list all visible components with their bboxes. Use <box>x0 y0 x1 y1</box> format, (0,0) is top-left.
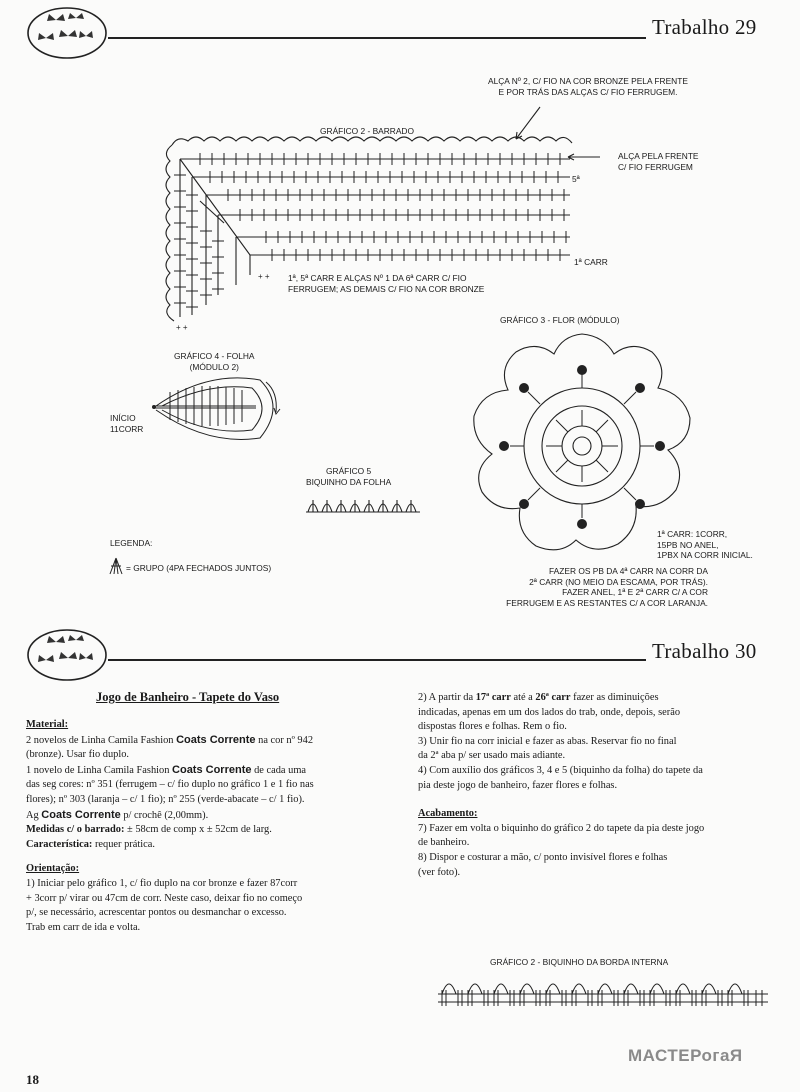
step-4b: pia deste jogo de banheiro, fazer flores e folhas. <box>418 779 618 791</box>
graphic-5-edge-diagram <box>304 494 422 516</box>
feature: Característica: requer prática. <box>26 838 155 850</box>
butterfly-logo-2 <box>26 628 108 682</box>
step-2b: indicadas, apenas em um dos lados do trab, onde, depois, serão <box>418 706 681 718</box>
article-title: Jogo de Banheiro - Tapete do Vaso <box>96 690 280 704</box>
graphic-2-title: GRÁFICO 2 - BARRADO <box>320 126 414 136</box>
page-number: 18 <box>26 1072 39 1087</box>
material-line-2c: flores); nº 303 (laranja – c/ 1 fio); nº 255 (verde-abacate – c/ 1 fio). <box>26 793 305 805</box>
step-7b: de banheiro. <box>418 837 470 849</box>
step-2: 2) A partir da 17ª carr até a 26ª carr fazer as diminuições <box>418 692 659 703</box>
row-label-1: 1ª CARR <box>574 257 608 267</box>
graphic-4-title: GRÁFICO 4 - FOLHA (MÓDULO 2) <box>174 351 255 372</box>
butterfly-logo-1 <box>26 6 108 60</box>
finishing-heading: Acabamento: <box>418 808 478 820</box>
section-title-trabalho-29: Trabalho 29 <box>652 15 757 39</box>
inner-edge-title: GRÁFICO 2 - BIQUINHO DA BORDA INTERNA <box>490 957 669 967</box>
step-2c: dispostas flores e folhas. Rem o fio. <box>418 721 567 733</box>
article-left-column <box>26 718 400 935</box>
graphic-2-note: 1ª, 5ª CARR E ALÇAS Nº 1 DA 6ª CARR C/ FIO FERRUGEM; AS DEMAIS C/ FIO NA COR BRONZE <box>288 273 485 294</box>
flower-note-bottom: FAZER OS PB DA 4ª CARR NA CORR DA 2ª CARR (NO MEIO DA ESCAMA, POR TRÁS). FAZER ANEL, 1ª E 2ª CARR C/ A COR FERRUGEM E AS RESTANTES C/ A COR LARANJA. <box>506 566 708 608</box>
measures: Medidas c/ o barrado: ± 58cm de comp x ± 52cm de larg. <box>26 824 272 836</box>
svg-text:+ +: + + <box>258 272 270 281</box>
material-line-1: 2 novelos de Linha Camila Fashion Coats Corrente na cor nº 942 <box>26 733 314 746</box>
leaf-start-label: INÍCIO 11CORR <box>110 413 144 434</box>
step-1d: Trab em carr de ida e volta. <box>26 921 141 933</box>
material-line-2: 1 novelo de Linha Camila Fashion Coats Corrente de cada uma <box>26 763 307 776</box>
graphic-3-flower-diagram <box>464 330 700 562</box>
graphic-4-leaf-diagram <box>148 372 288 450</box>
material-line-3: Ag Coats Corrente p/ crochê (2,00mm). <box>26 808 209 821</box>
header-rule-1 <box>108 37 646 39</box>
step-1: 1) Iniciar pelo gráfico 1, c/ fio duplo na cor bronze e fazer 87corr <box>26 877 298 889</box>
step-7: 7) Fazer em volta o biquinho do gráfico 2 do tapete da pia deste jogo <box>418 822 705 834</box>
callout-top: ALÇA Nº 2, C/ FIO NA COR BRONZE PELA FRENTE E POR TRÁS DAS ALÇAS C/ FIO FERRUGEM. <box>488 76 688 97</box>
material-line-1b: (bronze). Usar fio duplo. <box>26 749 130 761</box>
graphic-5-title: GRÁFICO 5 BIQUINHO DA FOLHA <box>306 466 392 487</box>
graphic-3-title: GRÁFICO 3 - FLOR (MÓDULO) <box>500 315 620 325</box>
step-8: 8) Dispor e costurar a mão, c/ ponto invisível flores e folhas <box>418 851 668 863</box>
legend-item: = GRUPO (4PA FECHADOS JUNTOS) <box>126 563 272 573</box>
orientation-heading: Orientação: <box>26 863 80 875</box>
inner-edge-diagram <box>436 972 770 1008</box>
header-rule-2 <box>108 659 646 661</box>
flower-note-right: 1ª CARR: 1CORR, 15PB NO ANEL, 1PBX NA CORR INICIAL. <box>657 529 753 560</box>
cluster-stitch-icon <box>108 556 124 576</box>
material-heading: Material: <box>26 719 69 730</box>
step-3b: da 2ª aba p/ ser usado mais adiante. <box>418 750 566 762</box>
material-line-2b: das seg cores: nº 351 (ferrugem – c/ fio duplo no gráfico 1 e 1 fio nas <box>26 779 314 791</box>
step-4: 4) Com auxílio dos gráficos 3, 4 e 5 (biquinho da folha) do tapete da <box>418 764 703 776</box>
watermark: МАСТЕРогаЯ <box>628 1046 743 1065</box>
article-right-column <box>418 691 788 880</box>
step-3: 3) Unir fio na corr inicial e fazer as abas. Reservar fio no final <box>418 735 677 747</box>
svg-text:+ +: + + <box>176 323 188 332</box>
graphic-2-barrado-diagram <box>140 95 600 335</box>
step-8b: (ver foto). <box>418 866 461 878</box>
step-1c: p/, se necessário, acrescentar pontos ou desmanchar o excesso. <box>26 907 287 919</box>
section-title-trabalho-30: Trabalho 30 <box>652 639 757 663</box>
legend-title: LEGENDA: <box>110 538 153 548</box>
row-label-5: 5ª <box>572 174 580 184</box>
callout-right: ALÇA PELA FRENTE C/ FIO FERRUGEM <box>618 151 699 172</box>
step-1b: + 3corr p/ virar ou 47cm de corr. Neste caso, deixar fio no começo <box>26 892 303 904</box>
